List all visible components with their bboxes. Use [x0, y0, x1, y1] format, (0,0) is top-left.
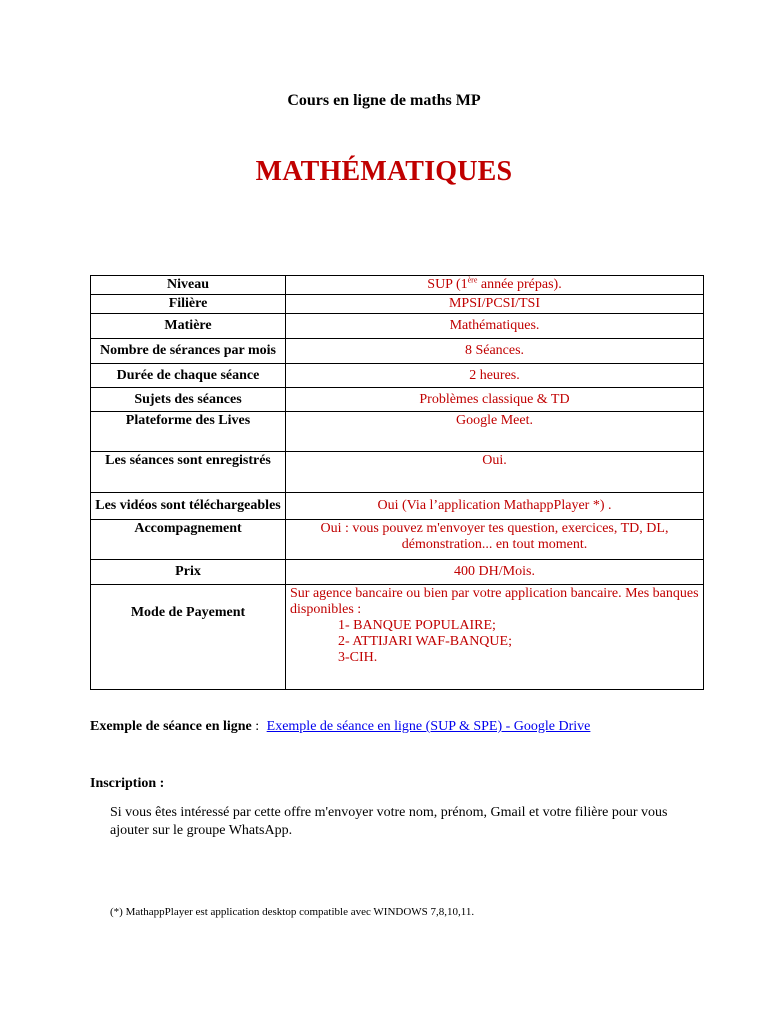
table-row [91, 520, 704, 560]
example-line [90, 719, 590, 735]
example-drive-link[interactable]: Exemple de séance en ligne (SUP & SPE) - Google Drive [266, 719, 591, 734]
payment-intro: Sur agence bancaire ou bien par votre application bancaire. Mes banques disponibles : [290, 586, 699, 617]
table-row [91, 452, 704, 493]
course-subtitle: Cours en ligne de maths MP [287, 92, 481, 109]
table-row [91, 364, 704, 388]
row-value: 400 DH/Mois. [286, 560, 704, 585]
course-info-table [90, 275, 704, 690]
niveau-superscript: ère [467, 275, 478, 285]
row-label: Prix [91, 560, 286, 585]
row-value [286, 276, 704, 295]
page-title: MATHÉMATIQUES [255, 156, 513, 187]
table-row [91, 585, 704, 690]
list-item: 3-CIH. [338, 650, 378, 665]
row-value: Google Meet. [286, 412, 704, 452]
row-label: Sujets des séances [91, 388, 286, 412]
table-row [91, 314, 704, 339]
row-label: Les séances sont enregistrés [91, 452, 286, 493]
row-value: Mathématiques. [286, 314, 704, 339]
row-label: Matière [91, 314, 286, 339]
table-row [91, 560, 704, 585]
row-value: Problèmes classique & TD [286, 388, 704, 412]
niveau-prefix: SUP (1 [427, 277, 468, 292]
row-label: Les vidéos sont téléchargeables [91, 493, 286, 520]
row-value: Oui : vous pouvez m'envoyer tes question, exercices, TD, DL, démonstration... en tout moment. [286, 520, 704, 560]
row-value: MPSI/PCSI/TSI [286, 295, 704, 314]
niveau-suffix: année prépas). [477, 277, 562, 292]
row-label: Filière [91, 295, 286, 314]
list-item: 1- BANQUE POPULAIRE; [338, 618, 496, 633]
row-label: Mode de Payement [91, 585, 286, 690]
row-value: Oui (Via l’application MathappPlayer *) . [286, 493, 704, 520]
table-row [91, 339, 704, 364]
table-row [91, 295, 704, 314]
row-label: Durée de chaque séance [91, 364, 286, 388]
row-value: 8 Séances. [286, 339, 704, 364]
table-row [91, 388, 704, 412]
table-row [91, 412, 704, 452]
table-row [91, 276, 704, 295]
bank-list [290, 618, 699, 666]
row-label: Nombre de sérances par mois [91, 339, 286, 364]
row-value: 2 heures. [286, 364, 704, 388]
inscription-heading: Inscription : [90, 776, 165, 791]
table-row [91, 493, 704, 520]
row-label: Niveau [91, 276, 286, 295]
row-label: Accompagnement [91, 520, 286, 560]
inscription-text: Si vous êtes intéressé par cette offre m'envoyer votre nom, prénom, Gmail et votre filière pour vous ajouter sur le groupe WhatsApp. [110, 805, 668, 838]
row-value [286, 585, 704, 690]
example-separator: : [251, 719, 260, 734]
list-item: 2- ATTIJARI WAF-BANQUE; [338, 634, 512, 649]
example-label: Exemple de séance en ligne [90, 719, 252, 734]
row-value: Oui. [286, 452, 704, 493]
footnote: (*) MathappPlayer est application desktop compatible avec WINDOWS 7,8,10,11. [110, 906, 475, 918]
row-label: Plateforme des Lives [91, 412, 286, 452]
